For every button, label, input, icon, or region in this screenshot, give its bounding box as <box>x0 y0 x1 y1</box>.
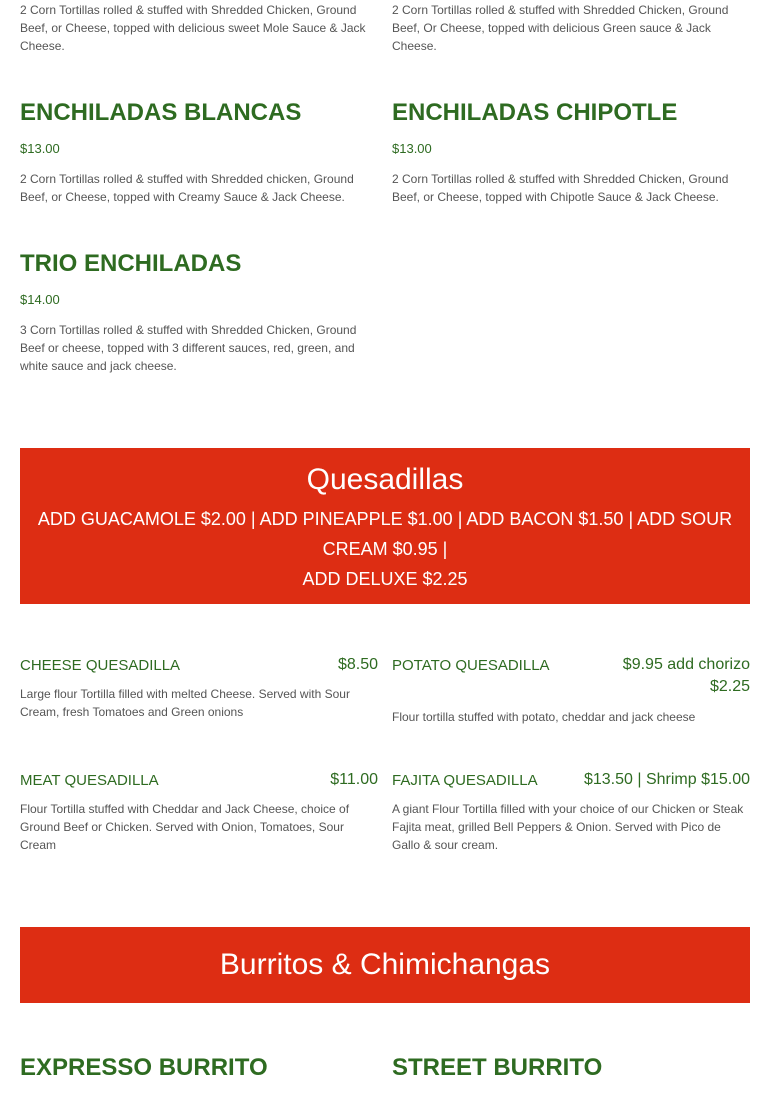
item-title: CHEESE QUESADILLA <box>20 657 181 674</box>
item-title: EXPRESSO BURRITO <box>20 1054 268 1081</box>
item-price: $14.00 <box>20 292 60 307</box>
item-description: 2 Corn Tortillas rolled & stuffed with Shredded Chicken, Ground Beef, Or Cheese, topped with delicious Green sauce & Jack Cheese. <box>392 3 729 53</box>
item-title: FAJITA QUESADILLA <box>392 772 538 789</box>
item-title: MEAT QUESADILLA <box>20 772 159 789</box>
item-description: 2 Corn Tortillas rolled & stuffed with Shredded Chicken, Ground Beef, or Cheese, topped with Chipotle Sauce & Jack Cheese. <box>392 172 729 204</box>
item-title: STREET BURRITO <box>392 1054 603 1081</box>
item-description: Large flour Tortilla filled with melted Cheese. Served with Sour Cream, fresh Tomatoes and Green onions <box>20 687 350 719</box>
section-title: Quesadillas <box>306 463 464 496</box>
item-price: $11.00 <box>330 771 378 788</box>
section-banner-quesadillas <box>20 448 750 604</box>
item-title: ENCHILADAS CHIPOTLE <box>392 99 678 126</box>
item-description: Flour Tortilla stuffed with Cheddar and Jack Cheese, choice of Ground Beef or Chicken. Served with Onion, Tomatoes, Sour Cream <box>20 802 350 852</box>
addons-line: ADD DELUXE $2.25 <box>302 569 468 589</box>
item-description: 2 Corn Tortillas rolled & stuffed with Shredded Chicken, Ground Beef, or Cheese, topped with delicious sweet Mole Sauce & Jack Cheese. <box>20 3 366 53</box>
item-description: 2 Corn Tortillas rolled & stuffed with Shredded chicken, Ground Beef, or Cheese, topped with Creamy Sauce & Jack Cheese. <box>20 172 354 204</box>
item-price: $13.00 <box>20 141 60 156</box>
item-price: $8.50 <box>337 656 378 673</box>
item-description: A giant Flour Tortilla filled with your choice of our Chicken or Steak Fajita meat, grilled Bell Peppers & Onion. Served with Pico de Gallo & sour cream. <box>392 802 744 852</box>
item-price: $13.00 <box>392 141 432 156</box>
addons-line: ADD GUACAMOLE $2.00 | ADD PINEAPPLE $1.00 | ADD BACON $1.50 | ADD SOUR CREAM $0.95 | <box>37 509 733 559</box>
item-price: $9.95 add chorizo <box>622 656 750 673</box>
item-title: POTATO QUESADILLA <box>392 657 550 674</box>
item-description: Flour tortilla stuffed with potato, cheddar and jack cheese <box>392 710 696 724</box>
item-title: ENCHILADAS BLANCAS <box>20 99 302 126</box>
item-price: $2.25 <box>709 678 750 695</box>
item-price: $13.50 | Shrimp $15.00 <box>583 771 750 788</box>
item-title: TRIO ENCHILADAS <box>20 250 242 277</box>
section-banner-burritos <box>20 927 750 1003</box>
section-title: Burritos & Chimichangas <box>219 948 551 981</box>
item-description: 3 Corn Tortillas rolled & stuffed with Shredded Chicken, Ground Beef or cheese, topped with 3 different sauces, red, green, and white sauce and jack cheese. <box>20 323 357 373</box>
